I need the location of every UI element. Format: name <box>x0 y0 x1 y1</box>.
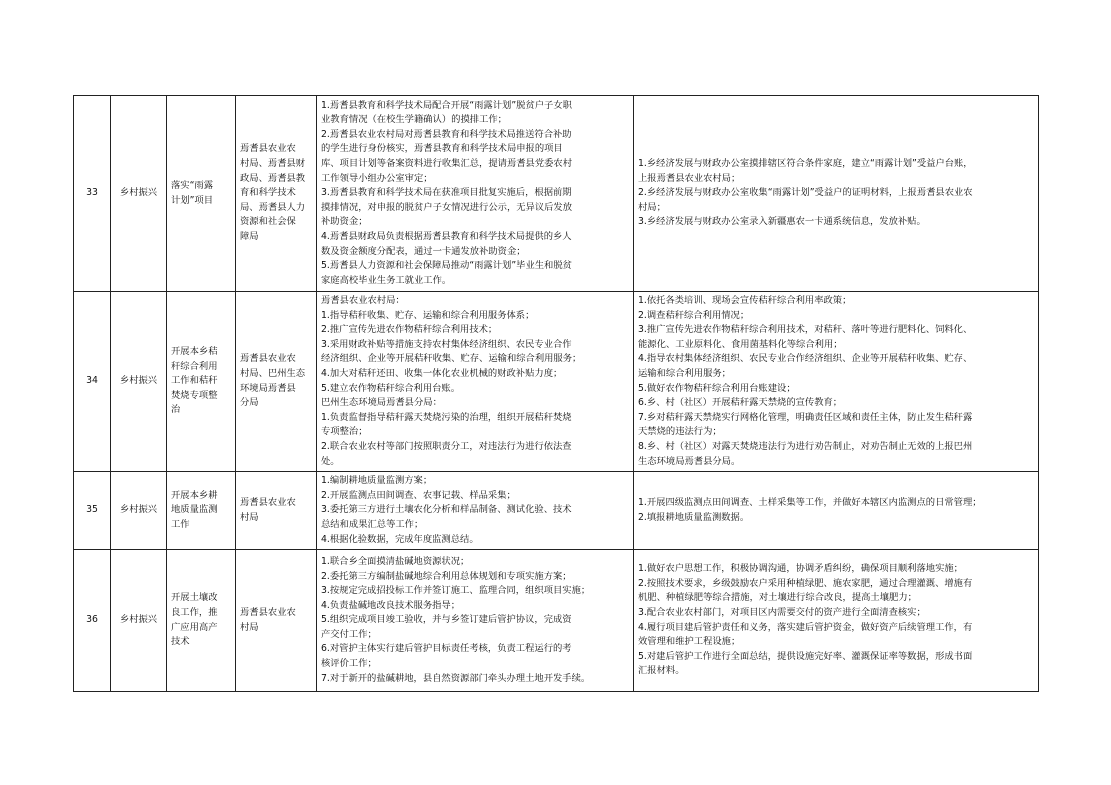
item-line: 开展土壤改 <box>171 592 218 604</box>
county-duty-line: 的学生进行身份核实，焉耆县教育和科学技术局申报的项目 <box>321 143 563 155</box>
county-duty-line: 5.焉耆县人力资源和社会保障局推动“雨露计划”毕业生和脱贫 <box>321 260 572 272</box>
county-duty-line: 4.加大对秸秆还田、收集一体化农业机械的财政补贴力度； <box>321 367 563 379</box>
unit-line: 分局 <box>240 397 259 409</box>
county-duty-line: 7.对于新开的盐碱耕地，县自然资源部门牵头办理土地开发手续。 <box>321 672 591 684</box>
category-cell: 乡村振兴 <box>111 550 167 692</box>
item-line: 开展本乡耕 <box>171 489 218 501</box>
county-duty-line: 5.组织完成项目竣工验收，并与乡签订建后管护协议，完成资 <box>321 614 572 626</box>
town-duty-line: 1.开展四级监测点田间调查、土样采集等工作，并做好本辖区内监测点的日常管理； <box>638 497 982 509</box>
responsibility-table <box>73 95 1039 692</box>
town-duty-line: 2.调查秸秆综合利用情况； <box>638 309 750 321</box>
county-duty-line: 工作领导小组办公室审定； <box>321 172 433 184</box>
county-duties-cell <box>317 292 634 472</box>
town-duties-cell <box>634 550 1039 692</box>
county-duty-line: 处。 <box>321 455 340 467</box>
county-duty-line: 2.推广宣传先进农作物秸秆综合利用技术； <box>321 324 498 336</box>
town-duty-line: 5.对建后管护工作进行全面总结，提供设施完好率、灌溉保证率等数据，形成书面 <box>638 650 973 662</box>
county-duty-line: 库、项目计划等备案资料进行收集汇总，提请焉耆县党委农村 <box>321 158 573 170</box>
town-duty-line: 3.配合农业农村部门，对项目区内需要交付的资产进行全面清查核实； <box>638 607 926 618</box>
county-duty-line: 3.焉耆县教育和科学技术局在获准项目批复实施后，根据前期 <box>321 187 572 199</box>
row-number: 35 <box>74 472 111 550</box>
item-line: 良工作，推 <box>171 607 218 618</box>
county-duties-cell <box>317 96 634 292</box>
county-duty-line: 3.按规定完成招投标工作并签订施工、监理合同，组织项目实施； <box>321 585 591 597</box>
town-duty-line: 6.乡、村（社区）开展秸秆露天禁烧的宣传教育； <box>638 397 843 409</box>
county-duty-line: 4.负责盐碱地改良技术服务指导； <box>321 599 461 611</box>
town-duties-cell <box>634 292 1039 472</box>
county-duty-line: 焉耆县农业农村局： <box>321 295 405 306</box>
unit-line: 焉耆县农业农 <box>240 607 296 618</box>
row-number: 33 <box>74 96 111 292</box>
town-duty-line: 1.乡经济发展与财政办公室摸排辖区符合条件家庭，建立“雨露计划”受益户台账， <box>638 158 973 170</box>
town-duty-line: 4.指导农村集体经济组织、农民专业合作经济组织、企业等开展秸秆收集、贮存、 <box>638 353 973 365</box>
unit-line: 局、焉耆县人力 <box>240 201 306 213</box>
unit-line: 育和科学技术 <box>240 187 296 199</box>
county-duty-line: 5.建立农作物秸秆综合利用台账。 <box>321 382 461 394</box>
county-duty-line: 摸排情况，对申报的脱贫户子女情况进行公示，无异议后发放 <box>321 201 573 213</box>
category-cell: 乡村振兴 <box>111 96 167 292</box>
town-duties-cell <box>634 96 1039 292</box>
town-duty-line: 机肥、种植绿肥等综合措施，对土壤进行综合改良，提高土壤肥力； <box>638 592 917 604</box>
unit-line: 村局、焉耆县财 <box>240 158 306 170</box>
town-duty-line: 3.推广宣传先进农作物秸秆综合利用技术，对秸秆、落叶等进行肥料化、饲料化、 <box>638 324 973 336</box>
county-duty-line: 专项整治； <box>321 426 368 438</box>
responsible-unit-cell <box>236 472 317 550</box>
unit-line: 资源和社会保 <box>240 216 296 228</box>
county-duty-line: 1.负责监督指导秸秆露天焚烧污染的治理，组织开展秸秆焚烧 <box>321 411 572 423</box>
county-duty-line: 经济组织、企业等开展秸秆收集、贮存、运输和综合利用服务； <box>321 353 582 365</box>
town-duty-line: 7.乡对秸秆露天禁烧实行网格化管理，明确责任区域和责任主体，防止发生秸秆露 <box>638 411 973 423</box>
county-duty-line: 业教育情况（在校生学籍确认）的摸排工作； <box>321 114 507 126</box>
item-line: 落实“雨露 <box>171 179 214 191</box>
town-duty-line: 3.乡经济发展与财政办公室录入新疆惠农一卡通系统信息，发放补贴。 <box>638 216 926 228</box>
unit-line: 焉耆县农业农 <box>240 353 296 365</box>
unit-line: 村局 <box>240 511 259 523</box>
table-row <box>74 292 1039 472</box>
row-number: 36 <box>74 550 111 692</box>
item-line: 开展本乡秸 <box>171 346 218 358</box>
county-duty-line: 核评价工作； <box>321 658 377 670</box>
item-line: 地质量监测 <box>171 504 218 516</box>
item-cell <box>167 472 236 550</box>
row-number: 34 <box>74 292 111 472</box>
town-duty-line: 运输和综合利用服务； <box>638 367 731 379</box>
county-duty-line: 6.对管护主体实行建后管护目标责任考核，负责工程运行的考 <box>321 643 572 655</box>
item-cell <box>167 550 236 692</box>
county-duty-line: 2.联合农业农村等部门按照职责分工，对违法行为进行依法查 <box>321 440 572 452</box>
town-duty-line: 1.做好农户思想工作，积极协调沟通，协调矛盾纠纷，确保项目顺利落地实施； <box>638 563 963 575</box>
county-duty-line: 1.指导秸秆收集、贮存、运输和综合利用服务体系； <box>321 309 535 321</box>
county-duty-line: 巴州生态环境局焉耆县分局： <box>321 397 442 409</box>
item-line: 秆综合利用 <box>171 360 218 372</box>
county-duty-line: 家庭高校毕业生务工就业工作。 <box>321 274 452 286</box>
county-duties-cell <box>317 550 634 692</box>
unit-line: 政局、焉耆县教 <box>240 172 306 184</box>
item-cell <box>167 292 236 472</box>
unit-line: 焉耆县农业农 <box>240 497 296 509</box>
category-cell: 乡村振兴 <box>111 472 167 550</box>
county-duty-line: 1.焉耆县教育和科学技术局配合开展“雨露计划”脱贫户子女职 <box>321 99 572 111</box>
county-duty-line: 1.联合乡全面摸清盐碱地资源状况； <box>321 555 470 567</box>
town-duty-line: 天禁烧的违法行为； <box>638 426 722 438</box>
county-duty-line: 产交付工作； <box>321 628 377 640</box>
item-line: 焚烧专项整 <box>171 389 218 401</box>
item-line: 治 <box>171 404 181 416</box>
item-line: 工作和秸秆 <box>171 375 218 387</box>
item-cell <box>167 96 236 292</box>
county-duty-line: 总结和成果汇总等工作； <box>321 518 424 530</box>
county-duty-line: 补助资金； <box>321 216 368 228</box>
unit-line: 焉耆县农业农 <box>240 143 296 155</box>
county-duty-line: 3.采用财政补贴等措施支持农村集体经济组织、农民专业合作 <box>321 338 572 350</box>
unit-line: 环境局焉耆县 <box>240 382 296 394</box>
county-duty-line: 3.委托第三方进行土壤农化分析和样品制备、测试化验、技术 <box>321 504 572 516</box>
town-duty-line: 8.乡、村（社区）对露天焚烧违法行为进行劝告制止，对劝告制止无效的上报巴州 <box>638 440 973 452</box>
item-line: 计划”项目 <box>171 194 214 206</box>
table-row <box>74 96 1039 292</box>
category-cell: 乡村振兴 <box>111 292 167 472</box>
table-row <box>74 472 1039 550</box>
town-duty-line: 1.依托各类培训、现场会宣传秸秆综合利用率政策； <box>638 295 852 306</box>
unit-line: 障局 <box>240 230 259 242</box>
responsible-unit-cell <box>236 96 317 292</box>
item-line: 广应用高产 <box>171 621 218 633</box>
town-duty-line: 4.履行项目建后管护责任和义务，落实建后管护资金，做好资产后续管理工作，有 <box>638 621 973 633</box>
responsible-unit-cell <box>236 292 317 472</box>
item-line: 工作 <box>171 518 190 530</box>
county-duty-line: 2.开展监测点田间调查、农事记载、样品采集； <box>321 489 516 501</box>
town-duties-cell <box>634 472 1039 550</box>
unit-line: 村局、巴州生态 <box>240 367 306 379</box>
responsible-unit-cell <box>236 550 317 692</box>
county-duty-line: 2.焉耆县农业农村局对焉耆县教育和科学技术局推送符合补助 <box>321 128 572 140</box>
town-duty-line: 能源化、工业原料化、食用菌基料化等综合利用； <box>638 338 843 350</box>
town-duty-line: 效管理和维护工程设施； <box>638 636 741 648</box>
item-line: 技术 <box>171 636 190 648</box>
county-duty-line: 4.焉耆县财政局负责根据焉耆县教育和科学技术局提供的乡人 <box>321 230 572 242</box>
town-duty-line: 2.乡经济发展与财政办公室收集“雨露计划”受益户的证明材料，上报焉耆县农业农 <box>638 187 973 199</box>
town-duty-line: 汇报材料。 <box>638 665 685 677</box>
town-duty-line: 2.按照技术要求，乡级鼓励农户采用种植绿肥、施农家肥，通过合理灌溉、增施有 <box>638 577 973 589</box>
town-duty-line: 2.填报耕地质量监测数据。 <box>638 511 750 523</box>
town-duty-line: 生态环境局焉耆县分局。 <box>638 455 741 467</box>
table-row <box>74 550 1039 692</box>
town-duty-line: 上报焉耆县农业农村局； <box>638 172 741 184</box>
county-duty-line: 1.编制耕地质量监测方案； <box>321 475 433 487</box>
town-duty-line: 村局； <box>638 201 666 213</box>
county-duty-line: 2.委托第三方编制盐碱地综合利用总体规划和专项实施方案； <box>321 570 572 582</box>
county-duties-cell <box>317 472 634 550</box>
town-duty-line: 5.做好农作物秸秆综合利用台账建设； <box>638 382 796 394</box>
county-duty-line: 数及资金额度分配表，通过一卡通发放补助资金； <box>321 245 526 257</box>
county-duty-line: 4.根据化验数据，完成年度监测总结。 <box>321 533 479 545</box>
unit-line: 村局 <box>240 621 259 633</box>
